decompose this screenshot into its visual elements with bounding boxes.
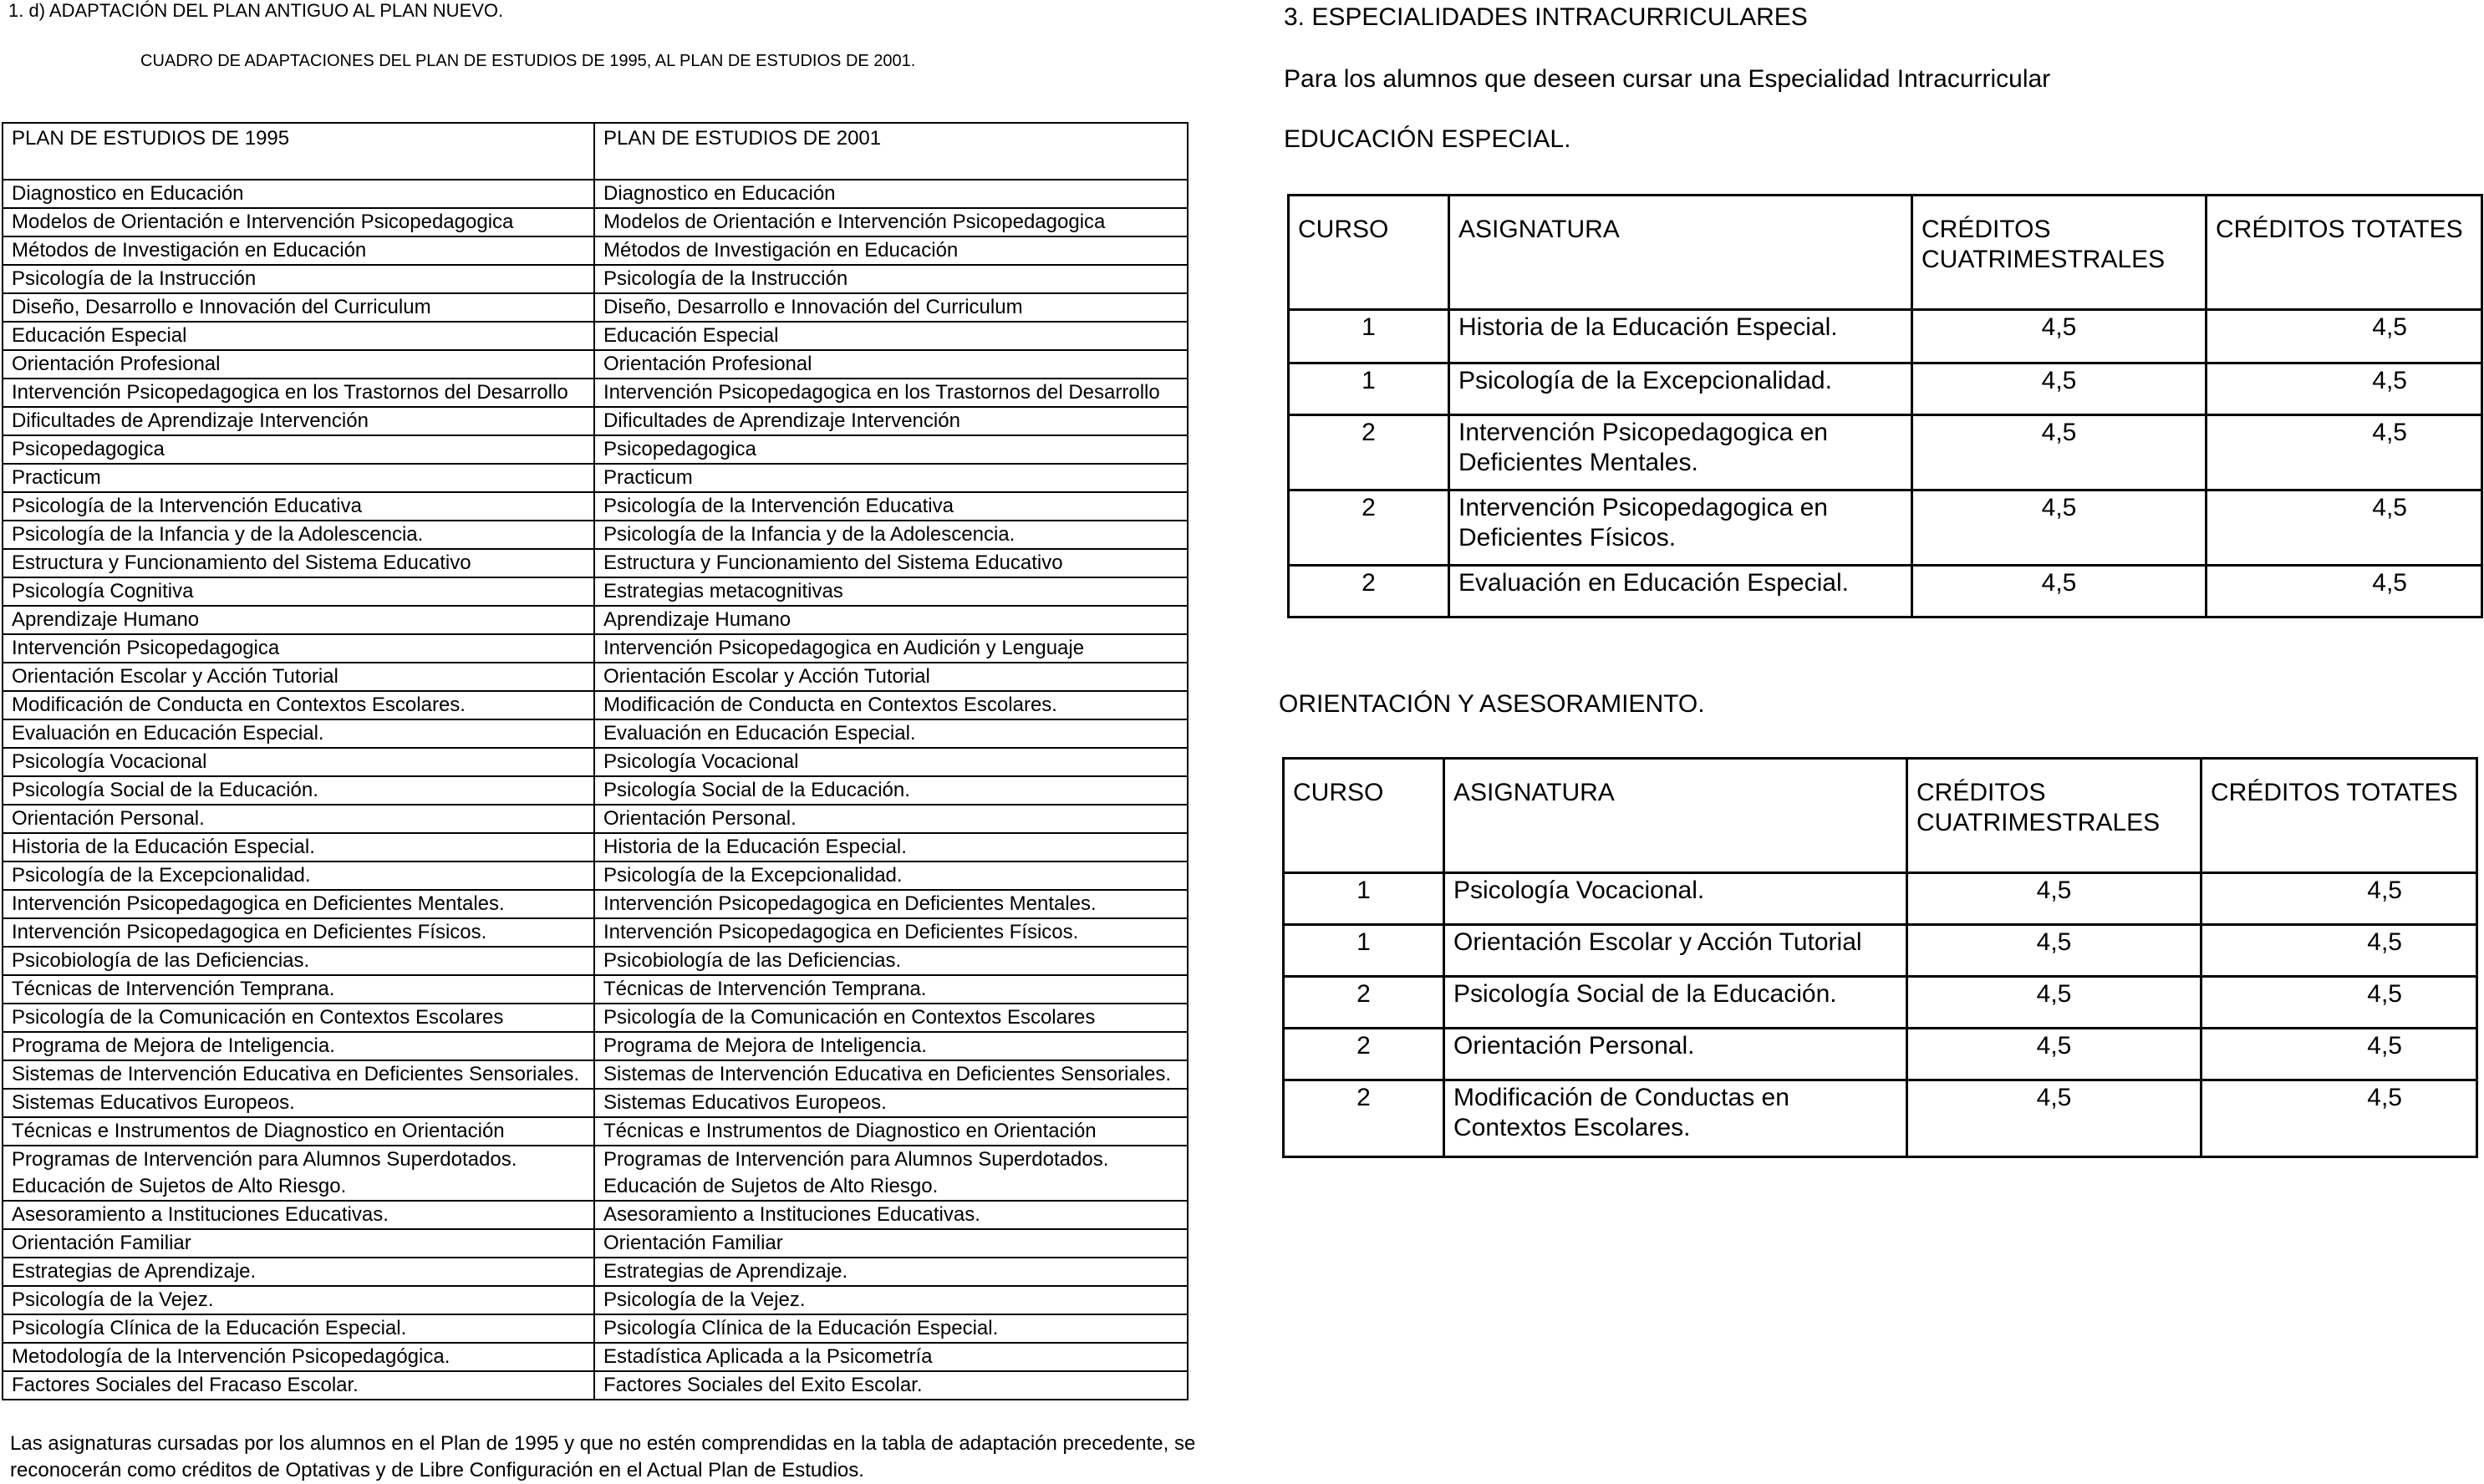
cell-plan-1995: Factores Sociales del Fracaso Escolar. bbox=[3, 1371, 594, 1400]
table-row bbox=[1284, 873, 2477, 925]
cell-plan-1995: Intervención Psicopedagogica en Deficientes Físicos. bbox=[3, 918, 594, 947]
cell-plan-1995: Intervención Psicopedagogica bbox=[3, 634, 594, 663]
cell-plan-2001: Orientación Familiar bbox=[594, 1229, 1188, 1258]
cell-plan-1995: Psicología Clínica de la Educación Especial. bbox=[3, 1314, 594, 1343]
cell-plan-1995: Aprendizaje Humano bbox=[3, 606, 594, 634]
cell-plan-1995: Sistemas Educativos Europeos. bbox=[3, 1089, 594, 1117]
cell-asignatura: Psicología de la Excepcionalidad. bbox=[1449, 363, 1912, 415]
table-row bbox=[3, 577, 1188, 606]
adaptation-subtitle: CUADRO DE ADAPTACIONES DEL PLAN DE ESTUDIOS DE 1995, AL PLAN DE ESTUDIOS DE 2001. bbox=[140, 52, 916, 70]
cell-plan-2001: Evaluación en Educación Especial. bbox=[594, 719, 1188, 748]
cell-plan-2001: Modificación de Conducta en Contextos Escolares. bbox=[594, 691, 1188, 719]
cell-plan-1995: Diseño, Desarrollo e Innovación del Curriculum bbox=[3, 293, 594, 322]
cell-plan-1995: Intervención Psicopedagogica en Deficientes Mentales. bbox=[3, 890, 594, 918]
cell-plan-1995: Estrategias de Aprendizaje. bbox=[3, 1258, 594, 1286]
cell-plan-2001: Aprendizaje Humano bbox=[594, 606, 1188, 634]
table-row bbox=[1284, 977, 2477, 1029]
cell-creditos-totales: 4,5 bbox=[2207, 363, 2482, 415]
specialty-table-orientacion bbox=[1282, 757, 2478, 1158]
table-row bbox=[3, 975, 1188, 1004]
cell-plan-2001: Orientación Profesional bbox=[594, 350, 1188, 379]
cell-plan-1995: Practicum bbox=[3, 464, 594, 492]
cell-curso: 1 bbox=[1289, 363, 1449, 415]
cell-creditos-totales: 4,5 bbox=[2201, 873, 2477, 925]
adaptation-title: 1. d) ADAPTACIÓN DEL PLAN ANTIGUO AL PLAN NUEVO. bbox=[8, 0, 504, 21]
cell-plan-1995: Psicología Cognitiva bbox=[3, 577, 594, 606]
table-row bbox=[3, 890, 1188, 918]
cell-plan-2001: Psicología de la Instrucción bbox=[594, 265, 1188, 293]
table-row bbox=[3, 350, 1188, 379]
table-row bbox=[3, 1032, 1188, 1060]
cell-plan-2001: Sistemas de Intervención Educativa en Deficientes Sensoriales. bbox=[594, 1060, 1188, 1089]
cell-creditos-totales: 4,5 bbox=[2201, 925, 2477, 977]
cell-plan-2001: Orientación Escolar y Acción Tutorial bbox=[594, 663, 1188, 691]
cell-plan-2001: Psicología Vocacional bbox=[594, 748, 1188, 776]
cell-plan-2001: Orientación Personal. bbox=[594, 805, 1188, 833]
cell-plan-2001: Diseño, Desarrollo e Innovación del Curriculum bbox=[594, 293, 1188, 322]
specialty-heading-educacion-especial: EDUCACIÓN ESPECIAL. bbox=[1284, 125, 1571, 153]
cell-plan-1995: Orientación Escolar y Acción Tutorial bbox=[3, 663, 594, 691]
cell-plan-1995: Historia de la Educación Especial. bbox=[3, 833, 594, 861]
cell-plan-2001: Practicum bbox=[594, 464, 1188, 492]
table-row bbox=[3, 1146, 1188, 1201]
table-row bbox=[3, 492, 1188, 521]
table-row bbox=[3, 947, 1188, 975]
cell-plan-2001: Intervención Psicopedagogica en Deficientes Físicos. bbox=[594, 918, 1188, 947]
cell-plan-2001: Psicopedagogica bbox=[594, 435, 1188, 464]
table-row bbox=[3, 521, 1188, 549]
cell-plan-1995: Psicobiología de las Deficiencias. bbox=[3, 947, 594, 975]
table-row bbox=[3, 1286, 1188, 1314]
table-row bbox=[1284, 925, 2477, 977]
cell-plan-2001: Dificultades de Aprendizaje Intervención bbox=[594, 407, 1188, 435]
cell-plan-2001: Psicología de la Excepcionalidad. bbox=[594, 861, 1188, 890]
table-row bbox=[3, 663, 1188, 691]
cell-plan-2001: Modelos de Orientación e Intervención Psicopedagogica bbox=[594, 208, 1188, 236]
cell-creditos-cuatrimestrales: 4,5 bbox=[1907, 1080, 2201, 1157]
cell-plan-2001: Factores Sociales del Exito Escolar. bbox=[594, 1371, 1188, 1400]
cell-creditos-totales: 4,5 bbox=[2207, 415, 2482, 490]
cell-plan-2001: Estrategias de Aprendizaje. bbox=[594, 1258, 1188, 1286]
cell-asignatura: Evaluación en Educación Especial. bbox=[1449, 566, 1912, 617]
cell-asignatura: Orientación Escolar y Acción Tutorial bbox=[1444, 925, 1907, 977]
cell-plan-2001: Técnicas e Instrumentos de Diagnostico en Orientación bbox=[594, 1117, 1188, 1146]
adaptation-header-row bbox=[3, 123, 1188, 180]
cell-plan-1995: Programas de Intervención para Alumnos Superdotados. Educación de Sujetos de Alto Riesgo. bbox=[3, 1146, 594, 1201]
cell-plan-1995: Metodología de la Intervención Psicopedagógica. bbox=[3, 1343, 594, 1371]
header-plan-2001: PLAN DE ESTUDIOS DE 2001 bbox=[594, 123, 1188, 180]
cell-curso: 1 bbox=[1284, 873, 1444, 925]
cell-plan-1995: Diagnostico en Educación bbox=[3, 180, 594, 208]
table-row bbox=[3, 805, 1188, 833]
cell-asignatura: Modificación de Conductas en Contextos Escolares. bbox=[1444, 1080, 1907, 1157]
table-row bbox=[1289, 415, 2482, 490]
table-row bbox=[3, 1089, 1188, 1117]
specialty-body bbox=[1284, 873, 2477, 1157]
cell-creditos-totales: 4,5 bbox=[2207, 490, 2482, 566]
cell-curso: 2 bbox=[1284, 1029, 1444, 1080]
cell-creditos-totales: 4,5 bbox=[2201, 1080, 2477, 1157]
cell-plan-1995: Técnicas e Instrumentos de Diagnostico en Orientación bbox=[3, 1117, 594, 1146]
cell-creditos-cuatrimestrales: 4,5 bbox=[1912, 566, 2207, 617]
cell-plan-1995: Psicología de la Comunicación en Contextos Escolares bbox=[3, 1004, 594, 1032]
cell-plan-1995: Psicopedagogica bbox=[3, 435, 594, 464]
specialty-body bbox=[1289, 310, 2482, 617]
cell-creditos-totales: 4,5 bbox=[2201, 1029, 2477, 1080]
table-row bbox=[3, 918, 1188, 947]
cell-plan-1995: Psicología Vocacional bbox=[3, 748, 594, 776]
table-row bbox=[3, 1229, 1188, 1258]
cell-creditos-cuatrimestrales: 4,5 bbox=[1912, 310, 2207, 363]
table-row bbox=[3, 1314, 1188, 1343]
cell-asignatura: Intervención Psicopedagogica en Deficientes Mentales. bbox=[1449, 415, 1912, 490]
table-row bbox=[3, 293, 1188, 322]
cell-plan-1995: Métodos de Investigación en Educación bbox=[3, 236, 594, 265]
specialty-header-row bbox=[1289, 196, 2482, 310]
table-row bbox=[1284, 1080, 2477, 1157]
cell-curso: 2 bbox=[1284, 977, 1444, 1029]
table-row bbox=[3, 1201, 1188, 1229]
cell-curso: 1 bbox=[1284, 925, 1444, 977]
specialty-header-row bbox=[1284, 759, 2477, 873]
header-asignatura: ASIGNATURA bbox=[1449, 196, 1912, 310]
cell-plan-2001: Programa de Mejora de Inteligencia. bbox=[594, 1032, 1188, 1060]
header-creditos-totales: CRÉDITOS TOTATES bbox=[2201, 759, 2477, 873]
cell-creditos-cuatrimestrales: 4,5 bbox=[1912, 363, 2207, 415]
cell-creditos-totales: 4,5 bbox=[2207, 310, 2482, 363]
table-row bbox=[3, 1258, 1188, 1286]
cell-curso: 2 bbox=[1289, 490, 1449, 566]
cell-plan-2001: Psicología de la Intervención Educativa bbox=[594, 492, 1188, 521]
cell-plan-1995: Psicología de la Vejez. bbox=[3, 1286, 594, 1314]
cell-curso: 2 bbox=[1289, 415, 1449, 490]
cell-plan-2001: Técnicas de Intervención Temprana. bbox=[594, 975, 1188, 1004]
table-row bbox=[3, 549, 1188, 577]
cell-plan-1995: Psicología de la Excepcionalidad. bbox=[3, 861, 594, 890]
table-row bbox=[1289, 490, 2482, 566]
cell-plan-1995: Modelos de Orientación e Intervención Psicopedagogica bbox=[3, 208, 594, 236]
cell-plan-1995: Orientación Familiar bbox=[3, 1229, 594, 1258]
cell-plan-2001: Historia de la Educación Especial. bbox=[594, 833, 1188, 861]
cell-plan-1995: Modificación de Conducta en Contextos Escolares. bbox=[3, 691, 594, 719]
cell-plan-1995: Estructura y Funcionamiento del Sistema Educativo bbox=[3, 549, 594, 577]
adaptation-body bbox=[3, 180, 1188, 1400]
table-row bbox=[3, 776, 1188, 805]
cell-creditos-cuatrimestrales: 4,5 bbox=[1907, 1029, 2201, 1080]
specialties-intro: Para los alumnos que deseen cursar una Especialidad Intracurricular bbox=[1284, 65, 2051, 93]
table-row bbox=[3, 1343, 1188, 1371]
table-row bbox=[3, 322, 1188, 350]
cell-asignatura: Intervención Psicopedagogica en Deficientes Físicos. bbox=[1449, 490, 1912, 566]
cell-creditos-cuatrimestrales: 4,5 bbox=[1907, 977, 2201, 1029]
cell-plan-1995: Intervención Psicopedagogica en los Trastornos del Desarrollo bbox=[3, 379, 594, 407]
cell-plan-2001: Asesoramiento a Instituciones Educativas. bbox=[594, 1201, 1188, 1229]
cell-plan-2001: Estadística Aplicada a la Psicometría bbox=[594, 1343, 1188, 1371]
cell-plan-1995: Orientación Personal. bbox=[3, 805, 594, 833]
cell-plan-1995: Dificultades de Aprendizaje Intervención bbox=[3, 407, 594, 435]
cell-asignatura: Psicología Vocacional. bbox=[1444, 873, 1907, 925]
cell-curso: 1 bbox=[1289, 310, 1449, 363]
cell-plan-1995: Psicología Social de la Educación. bbox=[3, 776, 594, 805]
cell-plan-1995: Psicología de la Intervención Educativa bbox=[3, 492, 594, 521]
table-row bbox=[1284, 1029, 2477, 1080]
table-row bbox=[3, 1371, 1188, 1400]
cell-plan-1995: Asesoramiento a Instituciones Educativas. bbox=[3, 1201, 594, 1229]
table-row bbox=[3, 464, 1188, 492]
cell-plan-2001: Psicología de la Vejez. bbox=[594, 1286, 1188, 1314]
cell-plan-2001: Intervención Psicopedagogica en Audición y Lenguaje bbox=[594, 634, 1188, 663]
cell-creditos-cuatrimestrales: 4,5 bbox=[1907, 873, 2201, 925]
adaptation-note: Las asignaturas cursadas por los alumnos en el Plan de 1995 y que no estén comprendidas en la tabla de adaptación precedente, se reconocerán como créditos de Optativas y de Libre Configuración en el Actual Plan de Estudios. bbox=[10, 1432, 1196, 1481]
cell-plan-1995: Programa de Mejora de Inteligencia. bbox=[3, 1032, 594, 1060]
header-creditos-totales: CRÉDITOS TOTATES bbox=[2207, 196, 2482, 310]
cell-creditos-totales: 4,5 bbox=[2201, 977, 2477, 1029]
specialty-table-educacion-especial bbox=[1287, 194, 2483, 618]
cell-plan-2001: Psicobiología de las Deficiencias. bbox=[594, 947, 1188, 975]
header-plan-1995: PLAN DE ESTUDIOS DE 1995 bbox=[3, 123, 594, 180]
table-row bbox=[3, 748, 1188, 776]
cell-plan-1995: Orientación Profesional bbox=[3, 350, 594, 379]
table-row bbox=[3, 265, 1188, 293]
table-row bbox=[3, 861, 1188, 890]
table-row bbox=[1289, 566, 2482, 617]
table-row bbox=[3, 606, 1188, 634]
header-creditos-cuatrimestrales: CRÉDITOS CUATRIMESTRALES bbox=[1907, 759, 2201, 873]
specialties-title: 3. ESPECIALIDADES INTRACURRICULARES bbox=[1284, 3, 1808, 31]
table-row bbox=[3, 435, 1188, 464]
table-row bbox=[3, 379, 1188, 407]
table-row bbox=[3, 208, 1188, 236]
cell-plan-2001: Psicología de la Comunicación en Contextos Escolares bbox=[594, 1004, 1188, 1032]
table-row bbox=[3, 1004, 1188, 1032]
cell-plan-2001: Intervención Psicopedagogica en los Trastornos del Desarrollo bbox=[594, 379, 1188, 407]
cell-creditos-cuatrimestrales: 4,5 bbox=[1907, 925, 2201, 977]
adaptation-table bbox=[2, 122, 1189, 1400]
cell-creditos-cuatrimestrales: 4,5 bbox=[1912, 490, 2207, 566]
cell-creditos-totales: 4,5 bbox=[2207, 566, 2482, 617]
table-row bbox=[1289, 310, 2482, 363]
cell-plan-2001: Psicología de la Infancia y de la Adolescencia. bbox=[594, 521, 1188, 549]
cell-plan-1995: Sistemas de Intervención Educativa en Deficientes Sensoriales. bbox=[3, 1060, 594, 1089]
cell-plan-2001: Diagnostico en Educación bbox=[594, 180, 1188, 208]
cell-plan-1995: Técnicas de Intervención Temprana. bbox=[3, 975, 594, 1004]
cell-plan-2001: Intervención Psicopedagogica en Deficientes Mentales. bbox=[594, 890, 1188, 918]
table-row bbox=[3, 719, 1188, 748]
specialty-heading-orientacion: ORIENTACIÓN Y ASESORAMIENTO. bbox=[1279, 690, 1705, 718]
cell-plan-2001: Educación Especial bbox=[594, 322, 1188, 350]
table-row bbox=[1289, 363, 2482, 415]
cell-asignatura: Historia de la Educación Especial. bbox=[1449, 310, 1912, 363]
cell-creditos-cuatrimestrales: 4,5 bbox=[1912, 415, 2207, 490]
table-row bbox=[3, 833, 1188, 861]
cell-curso: 2 bbox=[1284, 1080, 1444, 1157]
header-curso: CURSO bbox=[1289, 196, 1449, 310]
cell-plan-1995: Psicología de la Infancia y de la Adolescencia. bbox=[3, 521, 594, 549]
cell-plan-2001: Estructura y Funcionamiento del Sistema Educativo bbox=[594, 549, 1188, 577]
header-creditos-cuatrimestrales: CRÉDITOS CUATRIMESTRALES bbox=[1912, 196, 2207, 310]
cell-plan-2001: Métodos de Investigación en Educación bbox=[594, 236, 1188, 265]
cell-plan-2001: Psicología Clínica de la Educación Especial. bbox=[594, 1314, 1188, 1343]
table-row bbox=[3, 236, 1188, 265]
cell-plan-2001: Estrategias metacognitivas bbox=[594, 577, 1188, 606]
cell-plan-2001: Psicología Social de la Educación. bbox=[594, 776, 1188, 805]
table-row bbox=[3, 1117, 1188, 1146]
header-curso: CURSO bbox=[1284, 759, 1444, 873]
cell-asignatura: Psicología Social de la Educación. bbox=[1444, 977, 1907, 1029]
cell-plan-2001: Sistemas Educativos Europeos. bbox=[594, 1089, 1188, 1117]
table-row bbox=[3, 691, 1188, 719]
header-asignatura: ASIGNATURA bbox=[1444, 759, 1907, 873]
table-row bbox=[3, 180, 1188, 208]
cell-asignatura: Orientación Personal. bbox=[1444, 1029, 1907, 1080]
table-row bbox=[3, 634, 1188, 663]
cell-plan-1995: Evaluación en Educación Especial. bbox=[3, 719, 594, 748]
cell-plan-1995: Psicología de la Instrucción bbox=[3, 265, 594, 293]
cell-plan-2001: Programas de Intervención para Alumnos Superdotados. Educación de Sujetos de Alto Riesgo. bbox=[594, 1146, 1188, 1201]
table-row bbox=[3, 407, 1188, 435]
table-row bbox=[3, 1060, 1188, 1089]
cell-plan-1995: Educación Especial bbox=[3, 322, 594, 350]
cell-curso: 2 bbox=[1289, 566, 1449, 617]
